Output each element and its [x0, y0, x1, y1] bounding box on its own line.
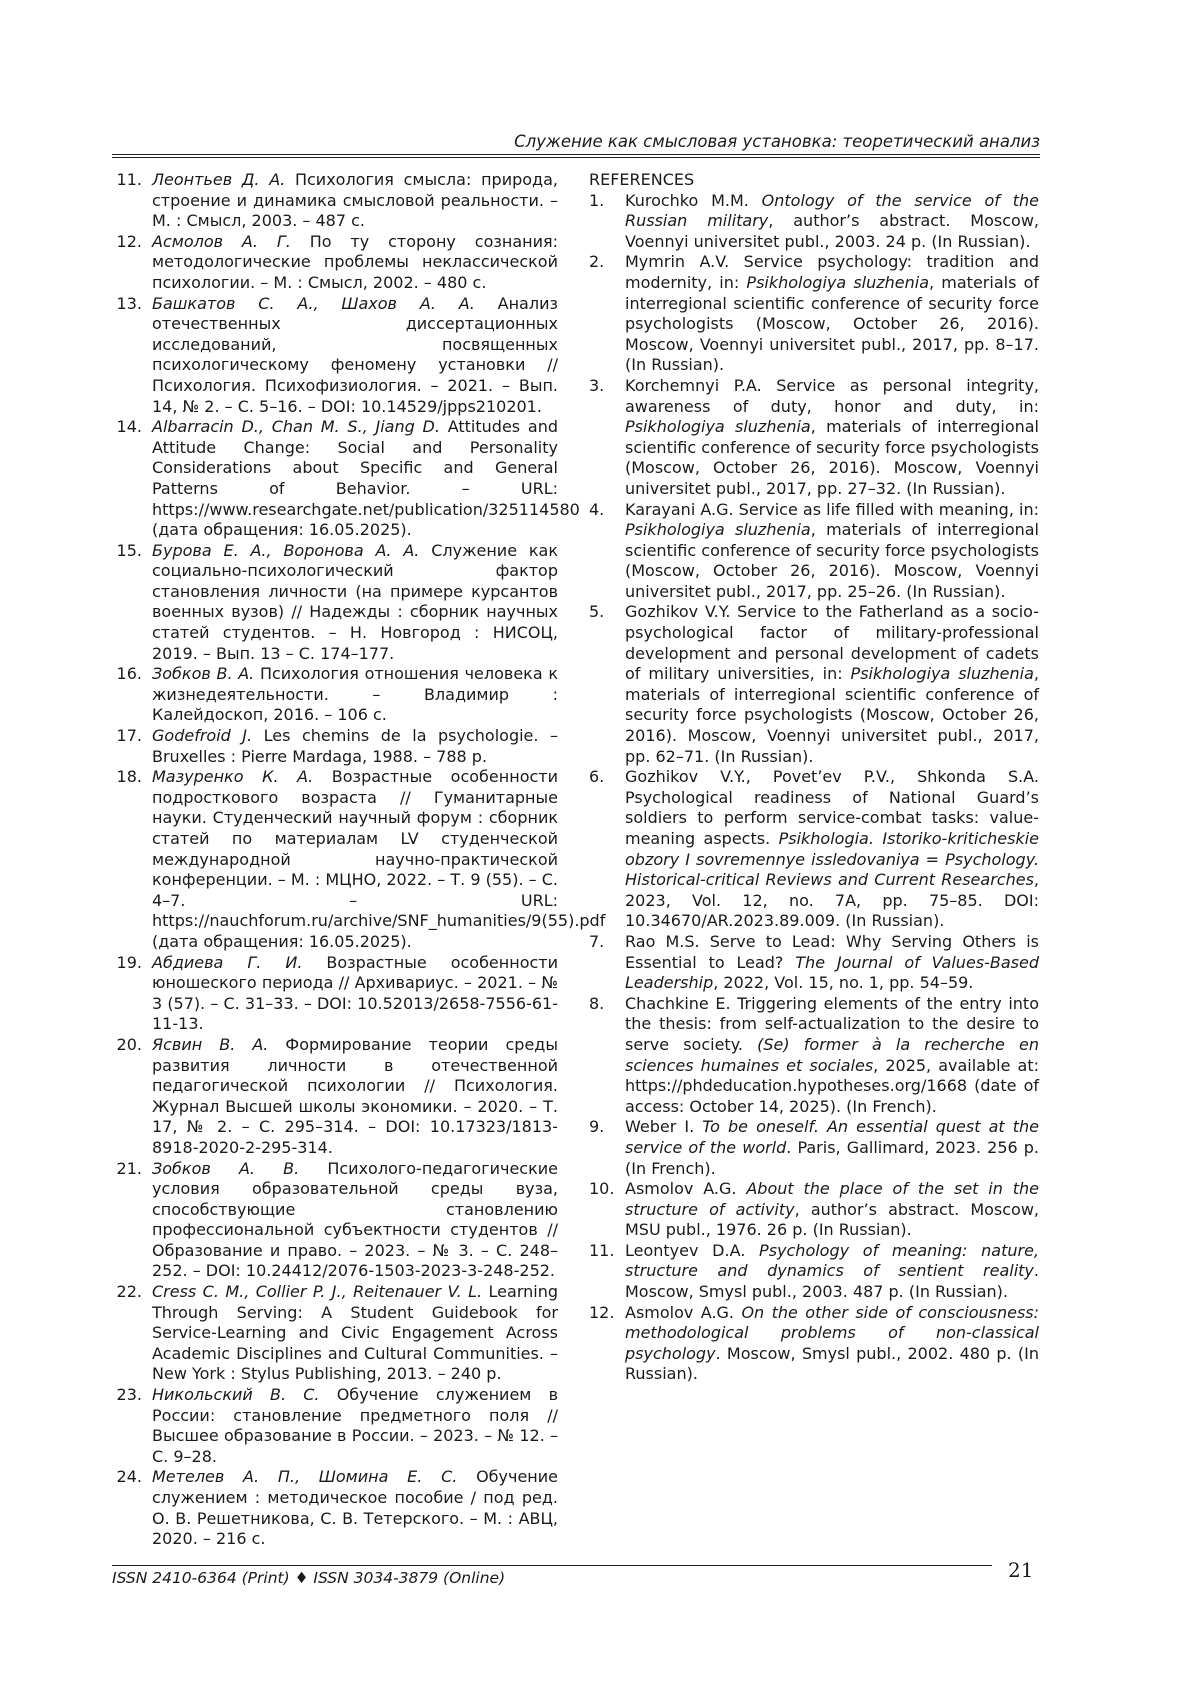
footer-rule [112, 1565, 992, 1566]
reference-item [589, 994, 1039, 1118]
reference-text: Learning Through Serving: A Student Guidebook for Service-Learning and Civic Engagement Across Academic Disciplines and Cultural Communities. – New York : Stylus Publishing, 2013. – 240 p. [152, 1282, 558, 1384]
reference-text: Gozhikov V.Y., Povet’ev P.V., Shkonda S.A. Psychological readiness of National Guard’s soldiers to perform service-combat tasks: value-meaning aspects. [625, 767, 1039, 848]
reference-title: The Journal of Values-Based Leadership [625, 952, 1040, 993]
reference-title: Psikhologiya sluzhenia [625, 417, 811, 437]
reference-title: To be oneself. An essential quest at the service of the world [625, 1117, 1039, 1157]
reference-text: Asmolov A.G. [625, 1302, 742, 1322]
reference-number: 7. [589, 931, 605, 951]
reference-text: , materials of interregional scientific conference of security force psychologists (Moscow, October 26, 2016). Moscow, Voennyi universitet publ., 2017, pp. 27–32. (In Russian). [625, 417, 1039, 498]
english-reference-list [589, 191, 1039, 1385]
reference-title: Psikhologia. Istoriko-kriticheskie obzory I sovremennye issledovaniya = Psychology. Historical-critical Reviews and Current Researches [625, 829, 1039, 890]
reference-authors: Метелев А. П., Шомина Е. С. [152, 1467, 458, 1487]
reference-text: Формирование теории среды развития личности в отечественной педагогической психологии // Психология. Журнал Высшей школы экономики. – 2020. – Т. 17, № 2. – С. 295–314. – DOI: 10.17323/1813-8918-2020-2-295-314. [152, 1034, 558, 1157]
reference-title: Psychology of meaning: nature, structure and dynamics of sentient reality [625, 1240, 1040, 1281]
reference-number: 21. [116, 1158, 142, 1178]
reference-text: Возрастные особенности юношеского периода // Архивариус. – 2021. – № 3 (57). – С. 31–33. – DOI: 10.52013/2658-7556-61-11-13. [152, 952, 558, 1034]
reference-authors: Godefroid J. [152, 726, 253, 746]
reference-number: 17. [116, 726, 142, 746]
reference-authors: Зобков А. В. [152, 1158, 300, 1178]
reference-text: Chachkine E. Triggering elements of the entry into the thesis: from self-actualization to the desire to serve society. [625, 993, 1039, 1054]
reference-number: 19. [116, 952, 142, 972]
reference-text: Служение как социально-психологический фактор становления личности (на примере курсантов военных вузов) // Надежды : сборник научных статей студентов. – Н. Новгород : НИСОЦ, 2019. – Вып. 13 – С. 174–177. [152, 540, 559, 663]
reference-item [112, 1385, 558, 1467]
running-title: Служение как смысловая установка: теоретический анализ [514, 132, 1040, 151]
reference-authors: Асмолов А. Г. [152, 231, 291, 251]
reference-text: Mymrin A.V. Service psychology: tradition and modernity, in: [625, 252, 1039, 292]
reference-number: 12. [116, 231, 142, 251]
reference-item [589, 1303, 1039, 1385]
reference-item [112, 417, 580, 541]
reference-authors: Леонтьев Д. А. [152, 170, 286, 189]
reference-authors: Ясвин В. А. [152, 1034, 269, 1054]
reference-number: 4. [589, 499, 605, 519]
reference-item [589, 1179, 1039, 1241]
reference-number: 14. [116, 417, 142, 437]
reference-text: Обучение служением : методическое пособие / под ред. О. В. Решетникова, С. В. Тетерского. – М. : АВЦ, 2020. – 216 с. [152, 1467, 559, 1549]
reference-number: 20. [116, 1034, 142, 1054]
reference-text: Психолого-педагогические условия образовательной среды вуза, способствующие становлению профессиональной субъектности студентов // Образование и право. – 2023. – № 3. – С. 248–252. – DOI: 10.24412/2076-1503-2023-3-248-252. [152, 1158, 558, 1281]
reference-item [589, 1241, 1039, 1303]
page-number: 21 [1008, 1558, 1034, 1582]
issn-line: ISSN 2410-6364 (Print) ♦ ISSN 3034-3879 (Online) [112, 1569, 506, 1587]
reference-text: Asmolov A.G. [625, 1179, 747, 1199]
reference-authors: Абдиева Г. И. [152, 952, 303, 972]
reference-number: 18. [116, 767, 142, 787]
reference-authors: Зобков В. А. [152, 664, 255, 684]
reference-text: Attitudes and Attitude Change: Social and Personality Considerations about Specific and General Patterns of Behavior. – URL: https://www.researchgate.net/publication/325114580 (дата обращения: 16.05.2025). [152, 417, 580, 540]
reference-item [589, 376, 1039, 500]
reference-number: 11. [589, 1240, 615, 1260]
reference-number: 8. [589, 993, 605, 1013]
reference-item [112, 294, 558, 418]
reference-item [112, 170, 558, 232]
reference-text: Психология отношения человека к жизнедеятельности. – Владимир : Калейдоскоп, 2016. – 106 с. [152, 664, 558, 725]
reference-text: Психология смысла: природа, строение и динамика смысловой реальности. – М. : Смысл, 2003. – 487 с. [152, 170, 558, 231]
reference-item [112, 767, 606, 952]
reference-title: (Se) former à la recherche en sciences humaines et sociales [625, 1034, 1039, 1075]
reference-number: 3. [589, 375, 605, 395]
reference-item [112, 1282, 558, 1385]
reference-number: 6. [589, 767, 605, 787]
reference-text: Kurochko M.M. [625, 190, 762, 210]
left-column [112, 170, 606, 1550]
reference-text: . Moscow, Smysl publ., 2002. 480 p. (In Russian). [625, 1343, 1039, 1384]
reference-text: Korchemnyi P.A. Service as personal integrity, awareness of duty, honor and duty, in: [625, 375, 1039, 416]
reference-number: 9. [589, 1117, 605, 1137]
reference-item [589, 191, 1039, 253]
right-column [589, 170, 1039, 1385]
reference-item [589, 602, 1039, 767]
reference-item [589, 500, 1039, 603]
reference-text: Gozhikov V.Y. Service to the Fatherland as a socio-psychological factor of military-professional development and personal development of cadets of military universities, in: [625, 602, 1039, 684]
reference-text: , materials of interregional scientific conference of security force psychologists (Moscow, October 26, 2016). Moscow, Voennyi universitet publ., 2017, pp. 25–26. (In Russian). [625, 520, 1039, 601]
reference-text: , author’s abstract. Moscow, MSU publ., 1976. 26 p. (In Russian). [625, 1199, 1040, 1240]
reference-text: Возрастные особенности подросткового возраста // Гуманитарные науки. Студенческий научный форум : сборник статей по материалам LV студенческой международной научно-практической конференции. – М. : МЦНО, 2022. – Т. 9 (55). – С. 4–7. – URL: https://nauchforum.ru/archive/SNF_humanities/9(55).pdf (дата обращения: 16.05.2025). [152, 767, 606, 951]
reference-item [589, 1117, 1039, 1179]
reference-number: 12. [589, 1302, 615, 1322]
reference-text: , author’s abstract. Moscow, Voennyi universitet publ., 2003. 24 p. (In Russian). [625, 211, 1039, 251]
reference-item [112, 726, 558, 767]
reference-number: 10. [589, 1179, 615, 1199]
reference-number: 16. [116, 664, 142, 684]
reference-item [112, 232, 558, 294]
reference-title: Psikhologiya sluzhenia [746, 272, 930, 292]
reference-text: Les chemins de la psychologie. – Bruxelles : Pierre Mardaga, 1988. – 788 p. [152, 726, 558, 766]
reference-text: , materials of interregional scientific conference of security force psychologists (Moscow, October 26, 2016). Moscow, Voennyi universitet publ., 2017, pp. 62–71. (In Russian). [625, 664, 1039, 766]
reference-number: 11. [116, 170, 142, 189]
reference-number: 22. [116, 1282, 142, 1302]
reference-item [112, 664, 558, 726]
reference-number: 1. [589, 190, 605, 210]
reference-text: . Moscow, Smysl publ., 2003. 487 p. (In Russian). [625, 1261, 1039, 1302]
reference-authors: Бурова Е. А., Воронова А. А. [152, 540, 420, 560]
reference-item [589, 767, 1039, 932]
reference-title: About the place of the set in the structure of activity [625, 1179, 1040, 1219]
reference-title: Ontology of the service of the Russian military [625, 190, 1039, 231]
reference-item [112, 1159, 558, 1283]
reference-item [589, 252, 1039, 376]
reference-number: 2. [589, 252, 605, 272]
reference-text: Обучение служением в России: становление предметного поля // Высшее образование в России. – 2023. – № 12. – С. 9–28. [152, 1385, 558, 1466]
reference-authors: Cress C. M., Collier P. J., Reitenauer V. L. [152, 1282, 483, 1302]
reference-authors: Никольский В. С. [152, 1385, 320, 1405]
reference-title: Psikhologiya sluzhenia [850, 664, 1034, 684]
reference-number: 13. [116, 293, 142, 313]
reference-number: 15. [116, 540, 142, 560]
reference-text: Leontyev D.A. [625, 1240, 760, 1260]
reference-text: , 2022, Vol. 15, no. 1, pp. 54–59. [713, 973, 974, 993]
reference-number: 24. [116, 1467, 142, 1487]
reference-item [589, 932, 1039, 994]
reference-item [112, 1035, 558, 1159]
reference-text: . Paris, Gallimard, 2023. 256 p. (In French). [625, 1137, 1039, 1178]
reference-authors: Albarracin D., Chan M. S., Jiang D. [152, 417, 440, 437]
reference-authors: Мазуренко К. А. [152, 767, 314, 787]
reference-item [112, 541, 558, 665]
reference-text: , materials of interregional scientific conference of security force psychologists (Moscow, October 26, 2016). Moscow, Voennyi universitet publ., 2017, pp. 8–17. (In Russian). [625, 272, 1040, 375]
reference-text: , 2023, Vol. 12, no. 7A, pp. 75–85. DOI: 10.34670/AR.2023.89.009. (In Russian). [625, 870, 1039, 931]
reference-title: Psikhologiya sluzhenia [625, 520, 811, 540]
reference-item [112, 1467, 558, 1549]
reference-number: 23. [116, 1385, 142, 1405]
references-heading: REFERENCES [589, 170, 695, 189]
reference-number: 5. [589, 602, 605, 622]
reference-text: Анализ отечественных диссертационных исследований, посвященных психологическому феномену установки // Психология. Психофизиология. – 2021. – Вып. 14, № 2. – С. 5–16. – DOI: 10.14529/jpps210201. [152, 293, 558, 416]
reference-title: On the other side of consciousness: methodological problems of non-classical psychology [625, 1302, 1040, 1363]
reference-authors: Башкатов С. А., Шахов А. А. [152, 293, 475, 313]
reference-text: По ту сторону сознания: методологические проблемы неклассической психологии. – М. : Смысл, 2002. – 480 с. [152, 231, 558, 292]
reference-text: Karayani A.G. Service as life filled with meaning, in: [625, 499, 1039, 519]
reference-item [112, 953, 558, 1035]
reference-text: Weber I. [625, 1117, 703, 1137]
reference-text: Rao M.S. Serve to Lead: Why Serving Others is Essential to Lead? [625, 931, 1039, 972]
header-rule [112, 154, 1040, 158]
russian-reference-list [112, 170, 606, 1550]
reference-text: , 2025, available at: https://phdeducation.hypotheses.org/1668 (date of access: October 14, 2025). (In French). [625, 1055, 1039, 1116]
